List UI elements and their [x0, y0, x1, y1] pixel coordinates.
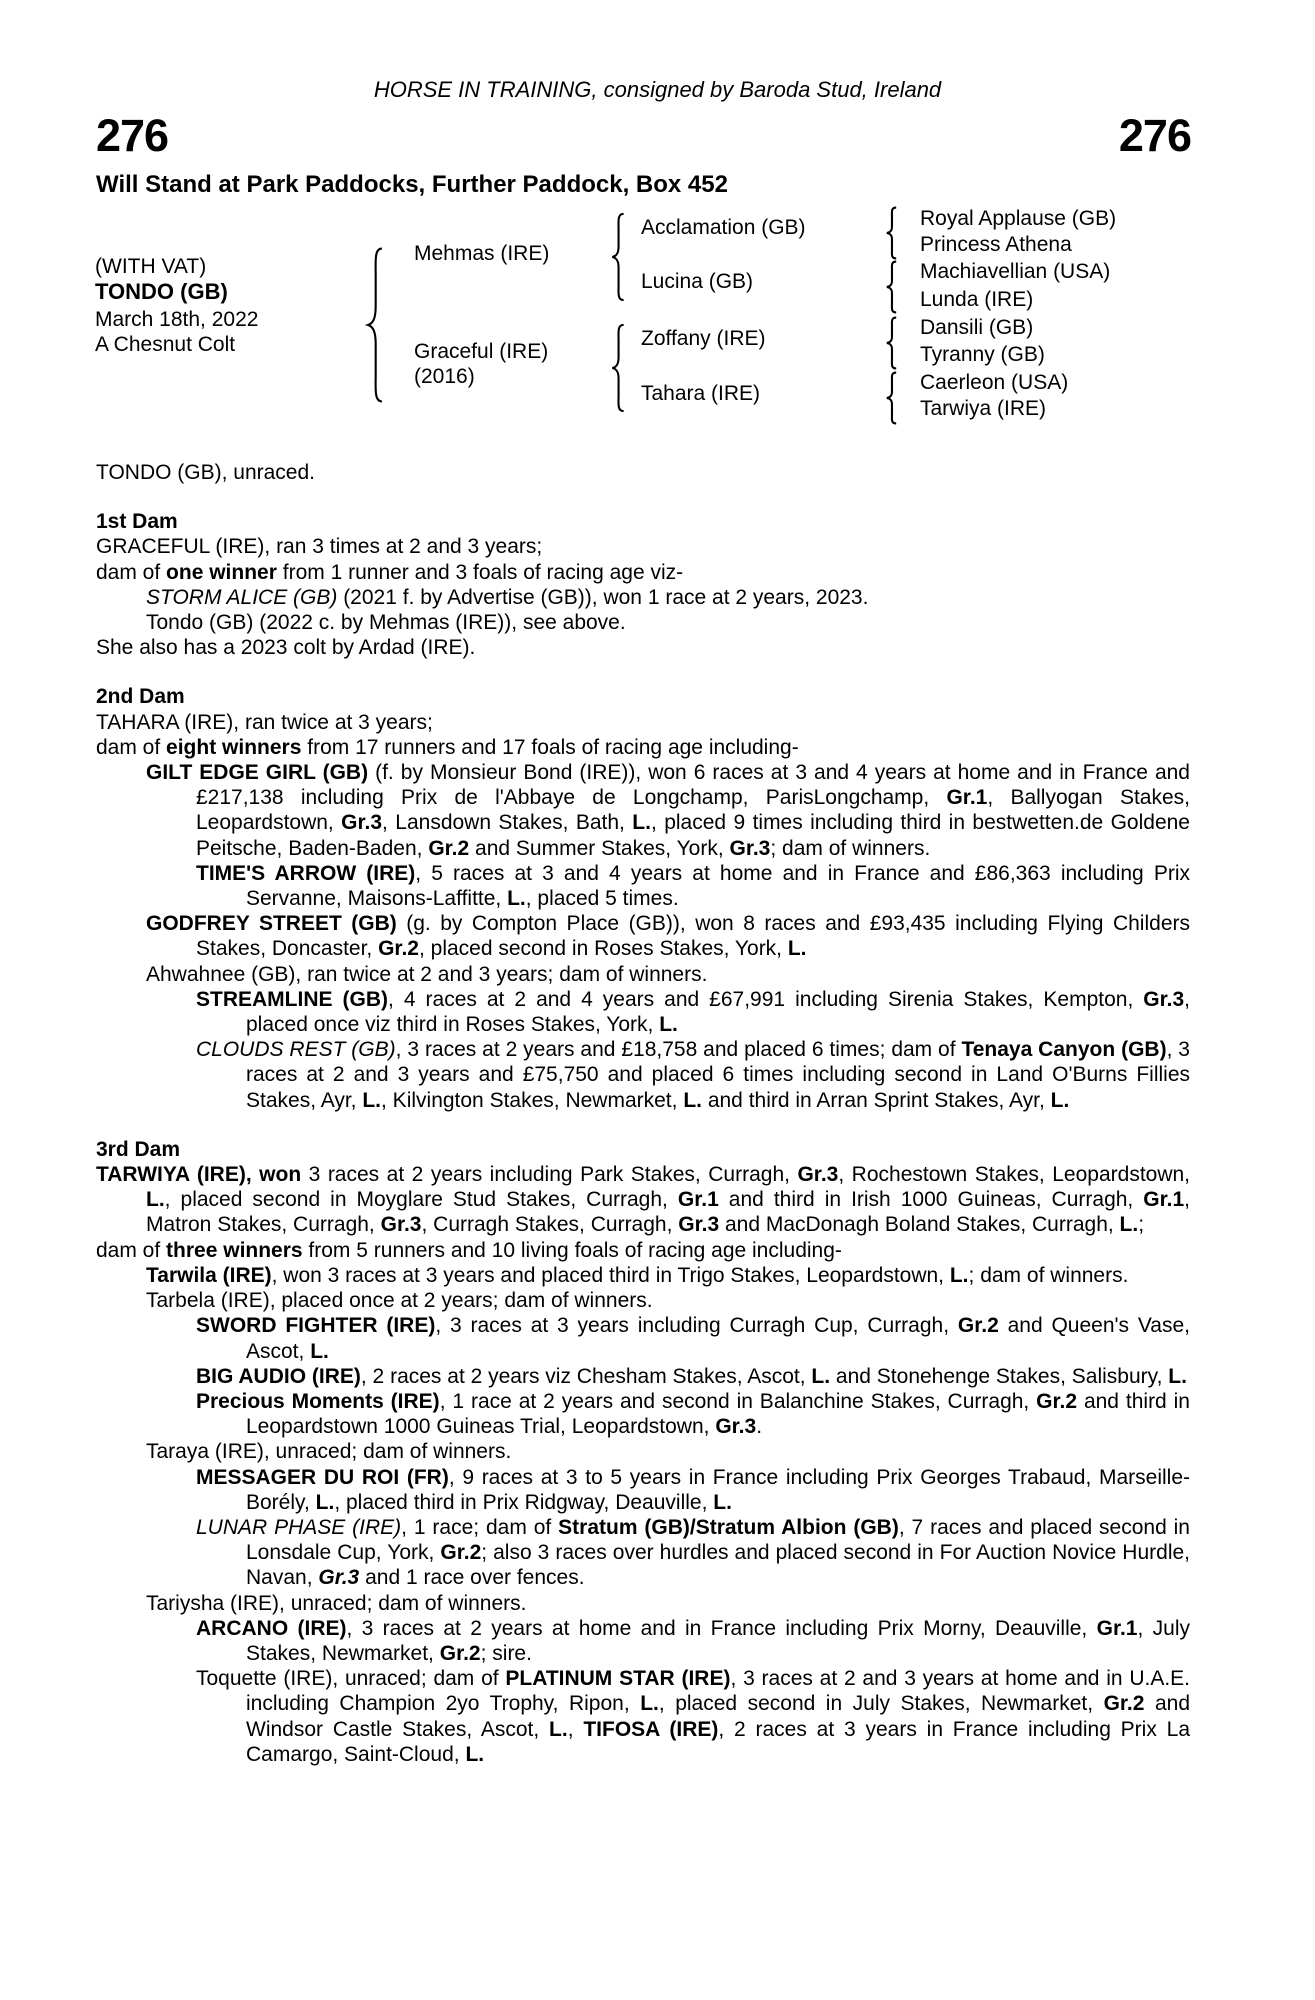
text-segment: L. [507, 887, 526, 911]
text-segment: Gr.1 [1143, 1188, 1185, 1212]
catalogue-paragraph [96, 534, 1190, 559]
dam-sire-name: Zoffany (IRE) [641, 327, 766, 350]
text-segment: L. [713, 1490, 732, 1514]
text-segment: Gr.2 [378, 937, 419, 961]
text-segment: SWORD FIGHTER (IRE) [196, 1314, 436, 1338]
text-segment: Stratum (GB)/Stratum Albion (GB) [558, 1515, 899, 1539]
text-segment: and Stonehenge Stakes, Salisbury, [830, 1364, 1169, 1388]
text-segment: L. [632, 811, 651, 835]
text-segment: L. [787, 937, 807, 961]
text-segment: MESSAGER DU ROI (FR) [196, 1465, 449, 1489]
lot-number-left: 276 [96, 110, 169, 161]
text-segment: and Summer Stakes, York, [469, 836, 730, 860]
text-segment: , placed 9 times including third in bestwetten.de Goldene Peitsche, Baden-Baden, [196, 811, 1190, 860]
text-segment: , Kilvington Stakes, Newmarket, [381, 1088, 684, 1112]
text-segment: (g. by Compton Place (GB)), won 8 races and £93,435 including Flying Childers Stakes, Doncaster, [196, 912, 1190, 961]
great-grandparent-name: Tarwiya (IRE) [920, 397, 1047, 420]
great-grandparent-name: Princess Athena [920, 233, 1072, 256]
text-segment: L. [465, 1742, 485, 1766]
text-segment: (f. by Monsieur Bond (IRE)), won 6 races at 3 and 4 years at home and in France and £217,138 including Prix de l'Abbaye de Longchamp, ParisLongchamp, [196, 761, 1190, 810]
text-segment: , 7 races and placed second in Lonsdale Cup, York, [246, 1515, 1190, 1565]
text-segment: , 3 races at 2 years at home and in France including Prix Morny, Deauville, [346, 1616, 1097, 1640]
text-segment: , Matron Stakes, Curragh, [146, 1188, 1190, 1237]
text-segment: . [756, 1415, 763, 1439]
text-segment: , 2 races at 2 years viz Chesham Stakes, Ascot, [360, 1364, 812, 1388]
text-segment: Precious Moments (IRE) [196, 1389, 440, 1413]
text-segment: L. [315, 1490, 335, 1514]
text-segment: , Ballyogan Stakes, Leopardstown, [196, 786, 1190, 835]
text-segment: , Lansdown Stakes, Bath, [382, 811, 633, 835]
text-segment: one winner [166, 560, 277, 584]
text-segment: GILT EDGE GIRL (GB) [146, 761, 369, 785]
text-segment: and Queen's Vase, Ascot, [246, 1314, 1191, 1363]
text-segment: Gr.3 [341, 811, 383, 835]
text-segment: and MacDonagh Boland Stakes, Curragh, [719, 1213, 1120, 1237]
text-segment: , Rochestown Stakes, Leopardstown, [838, 1163, 1191, 1187]
pedigree-text [96, 460, 1190, 1767]
catalogue-paragraph [96, 1515, 1190, 1591]
text-segment: BIG AUDIO (IRE) [196, 1364, 361, 1388]
catalogue-paragraph [96, 585, 1190, 610]
text-segment: dam of [96, 735, 167, 759]
catalogue-paragraph [96, 735, 1190, 760]
text-segment: PLATINUM STAR (IRE) [505, 1667, 731, 1691]
text-segment: L. [659, 1013, 678, 1037]
text-segment: , 5 races at 3 and 4 years at home and in France and £86,363 including Prix Servanne, Maisons-Laffitte, [246, 861, 1190, 911]
text-segment: Gr.2 [439, 1641, 481, 1665]
text-segment: Gr.2 [428, 836, 470, 860]
catalogue-paragraph [96, 1364, 1190, 1389]
catalogue-paragraph [96, 987, 1190, 1037]
text-segment: Gr.3 [1143, 987, 1185, 1011]
text-segment: dam of [96, 560, 167, 584]
catalogue-paragraph [96, 1288, 1190, 1313]
text-segment: from 17 runners and 17 foals of racing age including- [301, 735, 799, 759]
text-segment: , July Stakes, Newmarket, [246, 1616, 1190, 1665]
text-segment: L. [949, 1263, 969, 1287]
text-segment: 3 races at 2 years including Park Stakes, Curragh, [301, 1163, 798, 1187]
text-segment: ARCANO (IRE) [196, 1616, 347, 1640]
great-grandparent-name: Machiavellian (USA) [920, 260, 1111, 283]
text-segment: , placed once viz third in Roses Stakes, York, [246, 987, 1191, 1037]
text-segment: Gr.3 [715, 1415, 757, 1439]
consignment-header: HORSE IN TRAINING, consigned by Baroda Stud, Ireland [373, 77, 942, 102]
foaling-date: March 18th, 2022 [95, 308, 259, 331]
text-segment: from 1 runner and 3 foals of racing age viz- [276, 560, 684, 584]
text-segment: Tarbela (IRE), placed once at 2 years; dam of winners. [146, 1289, 653, 1313]
text-segment: , 2 races at 3 years in France including Prix La Camargo, Saint-Cloud, [246, 1717, 1191, 1766]
text-segment: TONDO (GB), unraced. [96, 461, 316, 484]
text-segment: Tarwila (IRE) [146, 1263, 272, 1287]
text-segment: L. [811, 1364, 831, 1388]
text-segment: Gr.2 [440, 1541, 482, 1565]
pedigree-brace [884, 317, 899, 369]
text-segment: TAHARA (IRE), ran twice at 3 years; [96, 710, 433, 734]
sire-dam-name: Lucina (GB) [641, 270, 754, 293]
text-segment: Gr.3 [797, 1163, 839, 1187]
catalogue-paragraph [96, 1389, 1190, 1439]
pedigree-brace [609, 213, 627, 301]
catalogue-paragraph [96, 1037, 1190, 1113]
sire-sire-name: Acclamation (GB) [641, 216, 806, 239]
text-segment: Toquette (IRE), unraced; dam of [196, 1667, 506, 1691]
text-segment: , 3 races at 2 and 3 years and £75,750 and placed 6 times including second in Land O'Burns Fillies Stakes, Ayr, [246, 1038, 1190, 1112]
catalogue-paragraph [96, 1616, 1190, 1666]
lot-number-right: 276 [1118, 110, 1191, 161]
dam-year-note: (2016) [414, 365, 475, 388]
catalogue-paragraph [96, 1666, 1190, 1767]
vat-note: (WITH VAT) [95, 255, 207, 278]
catalogue-paragraph [96, 861, 1190, 911]
dam-heading: 2nd Dam [96, 685, 185, 709]
text-segment: L. [1119, 1213, 1139, 1237]
text-segment: GODFREY STREET (GB) [146, 912, 397, 936]
text-segment: , placed third in Prix Ridgway, Deauville, [334, 1490, 714, 1514]
stand-location: Will Stand at Park Paddocks, Further Paddock, Box 452 [96, 171, 728, 198]
text-segment: Gr.2 [1036, 1389, 1078, 1413]
text-segment: STREAMLINE (GB) [196, 987, 388, 1011]
catalogue-paragraph [96, 460, 1190, 485]
text-segment: ; dam of winners. [770, 836, 931, 860]
text-segment: , 1 race; dam of [401, 1515, 559, 1539]
text-segment: , won 3 races at 3 years and placed third in Trigo Stakes, Leopardstown, [271, 1263, 950, 1287]
horse-description: A Chesnut Colt [95, 333, 236, 356]
dam-dam-name: Tahara (IRE) [641, 382, 761, 405]
text-segment: , Curragh Stakes, Curragh, [421, 1213, 679, 1237]
text-segment: dam of [96, 1238, 167, 1262]
catalogue-paragraph [96, 760, 1190, 861]
text-segment: L. [640, 1692, 659, 1716]
pedigree-brace [884, 207, 899, 259]
pedigree-brace [884, 372, 899, 424]
pedigree-brace [609, 324, 627, 412]
text-segment: L. [1050, 1088, 1070, 1112]
text-segment: three winners [166, 1238, 303, 1262]
catalogue-paragraph [96, 560, 1190, 585]
catalogue-paragraph [96, 635, 1190, 660]
dam-heading: 3rd Dam [96, 1137, 181, 1161]
text-segment: Tenaya Canyon (GB) [961, 1038, 1167, 1062]
catalogue-paragraph [96, 1591, 1190, 1616]
catalogue-paragraph [96, 911, 1190, 961]
text-segment: STORM ALICE (GB) [146, 585, 338, 609]
text-segment: , 3 races at 2 and 3 years at home and in U.A.E. including Champion 2yo Trophy, Ripon, [246, 1667, 1191, 1716]
text-segment: Taraya (IRE), unraced; dam of winners. [146, 1440, 512, 1464]
catalogue-paragraph [96, 1263, 1190, 1288]
text-segment: Gr.3 [729, 836, 771, 860]
text-segment: Gr.1 [677, 1188, 719, 1212]
text-segment: L. [362, 1088, 382, 1112]
catalogue-paragraph [96, 1238, 1190, 1263]
text-segment: She also has a 2023 colt by Ardad (IRE). [96, 636, 476, 660]
great-grandparent-name: Tyranny (GB) [920, 343, 1045, 366]
text-segment: CLOUDS REST (GB) [196, 1038, 396, 1062]
great-grandparent-name: Lunda (IRE) [920, 288, 1034, 311]
text-segment: Gr.3 [678, 1213, 720, 1237]
text-segment: GRACEFUL (IRE), ran 3 times at 2 and 3 years; [96, 535, 543, 559]
text-segment: , 3 races at 2 years and £18,758 and placed 6 times; dam of [395, 1038, 962, 1062]
text-segment: Tariysha (IRE), unraced; dam of winners. [146, 1591, 527, 1615]
text-segment: L. [683, 1088, 702, 1112]
text-segment: Gr.1 [946, 786, 988, 810]
text-segment: Gr.2 [957, 1314, 999, 1338]
text-segment: , 1 race at 2 years and second in Balanchine Stakes, Curragh, [439, 1389, 1037, 1413]
great-grandparent-name: Royal Applause (GB) [920, 207, 1117, 230]
great-grandparent-name: Dansili (GB) [920, 316, 1034, 339]
text-segment: ; [1138, 1213, 1145, 1237]
text-segment: Tondo (GB) (2022 c. by Mehmas (IRE)), see above. [146, 611, 626, 635]
text-segment: and third in Irish 1000 Guineas, Curragh, [718, 1188, 1144, 1212]
great-grandparent-name: Caerleon (USA) [920, 371, 1069, 394]
catalogue-paragraph [96, 710, 1190, 735]
dam-heading: 1st Dam [96, 510, 178, 534]
text-segment: Gr.3 [318, 1566, 360, 1590]
text-segment: and third in Arran Sprint Stakes, Ayr, [701, 1088, 1051, 1112]
text-segment: and 1 race over fences. [359, 1566, 585, 1590]
horse-name: TONDO (GB) [95, 279, 228, 304]
text-segment: , 4 races at 2 and 4 years and £67,991 including Sirenia Stakes, Kempton, [388, 987, 1144, 1011]
catalogue-paragraph [96, 1313, 1190, 1363]
text-segment: L. [146, 1188, 165, 1212]
pedigree-brace [884, 261, 899, 313]
catalogue-paragraph [96, 1162, 1190, 1238]
text-segment: , 9 races at 3 to 5 years in France including Prix Georges Trabaud, Marseille-Borély, [246, 1465, 1190, 1514]
text-segment: , 3 races at 3 years including Curragh Cup, Curragh, [435, 1314, 958, 1338]
text-segment: ; sire. [480, 1641, 532, 1665]
catalogue-paragraph [96, 1439, 1190, 1464]
catalogue-paragraph [96, 962, 1190, 987]
text-segment: ; dam of winners. [968, 1263, 1129, 1287]
text-segment: , placed 5 times. [525, 887, 679, 911]
text-segment: Ahwahnee (GB), ran twice at 2 and 3 years; dam of winners. [146, 962, 708, 986]
text-segment: TARWIYA (IRE), won [96, 1163, 302, 1187]
text-segment: LUNAR PHASE (IRE) [196, 1515, 402, 1539]
text-segment: Gr.3 [380, 1213, 422, 1237]
text-segment: and third in Leopardstown 1000 Guineas Trial, Leopardstown, [246, 1389, 1190, 1439]
text-segment: , placed second in July Stakes, Newmarket, [658, 1692, 1104, 1716]
dam-name: Graceful (IRE) [414, 340, 549, 363]
catalogue-paragraph [96, 610, 1190, 635]
sire-name: Mehmas (IRE) [414, 242, 550, 265]
text-segment: Gr.2 [1103, 1692, 1145, 1716]
catalogue-paragraph [96, 1465, 1190, 1515]
text-segment: from 5 runners and 10 living foals of racing age including- [302, 1238, 842, 1262]
text-segment: eight winners [166, 735, 302, 759]
text-segment: TIME'S ARROW (IRE) [196, 861, 416, 885]
text-segment: L. [549, 1717, 568, 1741]
text-segment: (2021 f. by Advertise (GB)), won 1 race at 2 years, 2023. [337, 585, 869, 609]
text-segment: ; also 3 races over hurdles and placed second in For Auction Novice Hurdle, Navan, [246, 1541, 1190, 1590]
pedigree-tree [0, 0, 1315, 440]
text-segment: TIFOSA (IRE) [583, 1717, 719, 1741]
text-segment: L. [310, 1339, 329, 1363]
text-segment: , placed second in Roses Stakes, York, [418, 937, 788, 961]
text-segment: L. [1168, 1364, 1187, 1388]
text-segment: Gr.1 [1096, 1616, 1138, 1640]
text-segment: , placed second in Moyglare Stud Stakes, Curragh, [164, 1188, 678, 1212]
pedigree-brace [364, 247, 386, 403]
text-segment: and Windsor Castle Stakes, Ascot, [246, 1692, 1190, 1741]
text-segment: , [567, 1717, 584, 1741]
